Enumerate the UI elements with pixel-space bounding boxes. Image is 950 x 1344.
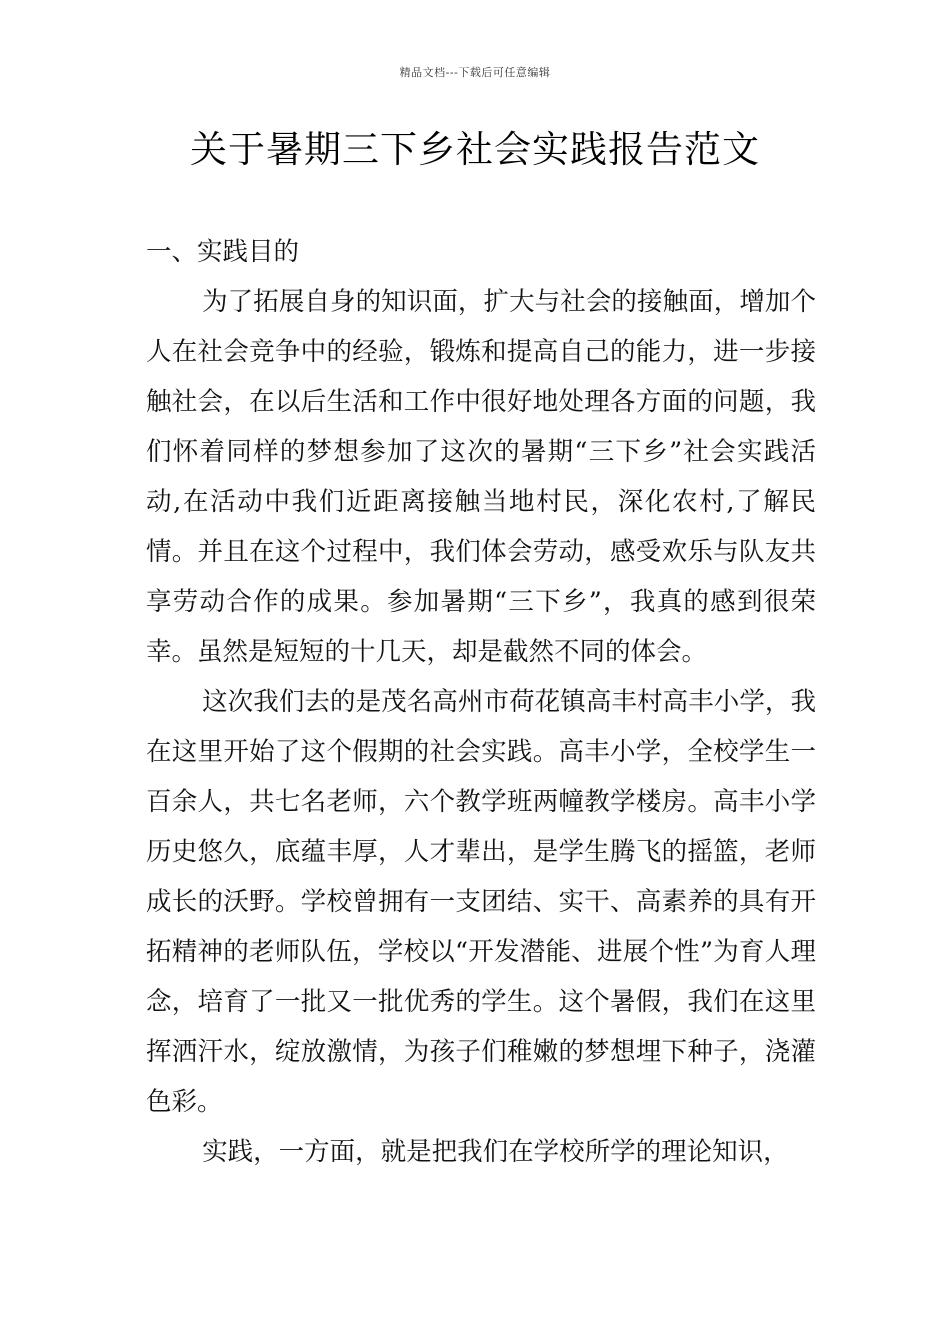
paragraph-school: 这次我们去的是茂名高州市荷花镇高丰村高丰小学，我在这里开始了这个假期的社会实践。高丰小学，全校学生一百余人，共七名老师，六个教学班两幢教学楼房。高丰小学历史悠久，底蕴丰厚，人才辈出，是学生腾飞的摇篮，老师成长的沃野。学校曾拥有一支团结、实干、高素养的具有开拓精神的老师队伍，学校以“开发潜能、进展个性”为育人理念，培育了一批又一批优秀的学生。这个暑假，我们在这里挥洒汗水，绽放激情，为孩子们稚嫩的梦想埋下种子，浇灌色彩。 [146,687,816,1117]
header-note: 精品文档---下载后可任意编辑 [399,66,551,79]
paragraph-purpose: 为了拓展自身的知识面，扩大与社会的接触面，增加个人在社会竞争中的经验，锻炼和提高自己的能力，进一步接触社会，在以后生活和工作中很好地处理各方面的问题，我们怀着同样的梦想参加了这次的暑期“三下乡”社会实践活动,在活动中我们近距离接触当地村民，深化农村,了解民情。并且在这个过程中，我们体会劳动，感受欢乐与队友共享劳动合作的成果。参加暑期“三下乡”，我真的感到很荣幸。虽然是短短的十几天，却是截然不同的体会。 [146,287,816,667]
document-body [146,227,816,1177]
section-heading: 一、实践目的 [146,237,300,267]
paragraph-practice: 实践，一方面，就是把我们在学校所学的理论知识， [202,1137,789,1167]
document-title: 关于暑期三下乡社会实践报告范文 [190,128,760,171]
